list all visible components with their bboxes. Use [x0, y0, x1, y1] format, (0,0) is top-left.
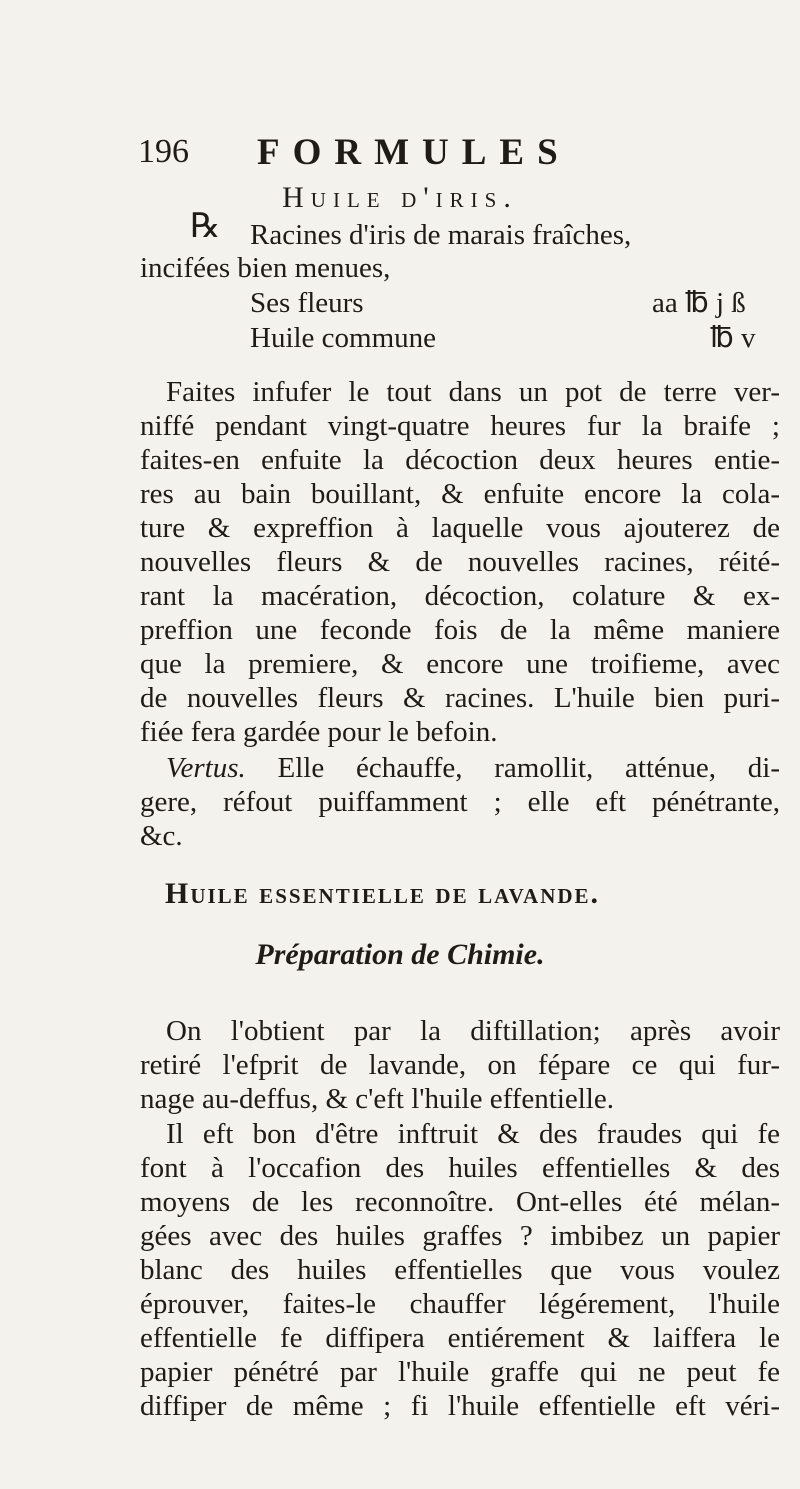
paragraph-1-line: ture & expreffion à laquelle vous ajouterez de [140, 512, 780, 544]
section-subtitle: Préparation de Chimie. [255, 938, 545, 971]
vertus-line-3: &c. [140, 820, 183, 852]
vertus-label: Vertus. [166, 752, 246, 784]
ingredient-2-quantity: aa ℔ j ß [652, 287, 746, 319]
paragraph-2-line: effentielle fe diffipera entiérement & laiffera le [140, 1322, 780, 1354]
ingredient-1-line-2: incifées bien menues, [140, 252, 391, 284]
paragraph-2-line: moyens de les reconnoître. Ont-elles été mélan- [140, 1186, 780, 1218]
paragraph-2-line: nage au-deffus, & c'eft l'huile effentielle. [140, 1083, 614, 1115]
paragraph-1-line: Faites infufer le tout dans un pot de terre ver- [166, 376, 780, 408]
paragraph-2-line: éprouver, faites-le chauffer légérement, l'huile [140, 1288, 780, 1320]
paragraph-1-line: rant la macération, décoction, colature & ex- [140, 580, 780, 612]
running-title: FORMULES [257, 132, 571, 173]
page-number: 196 [138, 133, 189, 170]
paragraph-1-line: nouvelles fleurs & de nouvelles racines, réité- [140, 546, 780, 578]
paragraph-1-line: res au bain bouillant, & enfuite encore la cola- [140, 478, 780, 510]
paragraph-2-line: font à l'occafion des huiles effentielles & des [140, 1152, 780, 1184]
paragraph-2-line: diffiper de même ; fi l'huile effentielle eft véri- [140, 1390, 780, 1422]
paragraph-2-line: retiré l'efprit de lavande, on fépare ce qui fur- [140, 1049, 780, 1081]
ingredient-2: Ses fleurs [250, 287, 364, 319]
paragraph-2-line: blanc des huiles effentielles que vous voulez [140, 1254, 780, 1286]
running-head [138, 133, 698, 183]
paragraph-1-line: preffion une feconde fois de la même maniere [140, 614, 780, 646]
ingredient-1-line-1: Racines d'iris de marais fraîches, [250, 219, 632, 251]
vertus-text: Elle échauffe, ramollit, atténue, di- [245, 752, 780, 784]
recipe-sign: ℞ [190, 208, 221, 245]
paragraph-1-line: faites-en enfuite la décoction deux heures entie- [140, 444, 780, 476]
section-title-huile-lavande: Huile essentielle de lavande. [165, 877, 601, 910]
paragraph-1-line: de nouvelles fleurs & racines. L'huile bien puri- [140, 682, 780, 714]
ingredient-3-quantity: ℔ v [710, 322, 756, 354]
vertus-line-2: gere, réfout puiffamment ; elle eft pénétrante, [140, 786, 780, 818]
ingredient-3: Huile commune [250, 322, 437, 354]
paragraph-1-line: fiée fera gardée pour le befoin. [140, 716, 498, 748]
paragraph-2-line: papier pénétré par l'huile graffe qui ne peut fe [140, 1356, 780, 1388]
paragraph-2-line: Il eft bon d'être inftruit & des fraudes qui fe [166, 1118, 780, 1150]
paragraph-1-line: que la premiere, & encore une troifieme, avec [140, 648, 780, 680]
section-title-huile-iris: Huile d'iris. [282, 181, 518, 214]
paragraph-2-line: gées avec des huiles graffes ? imbibez un papier [140, 1220, 780, 1252]
paragraph-1-line: niffé pendant vingt-quatre heures fur la braife ; [140, 410, 780, 442]
paragraph-2-line: On l'obtient par la diftillation; après avoir [166, 1015, 780, 1047]
